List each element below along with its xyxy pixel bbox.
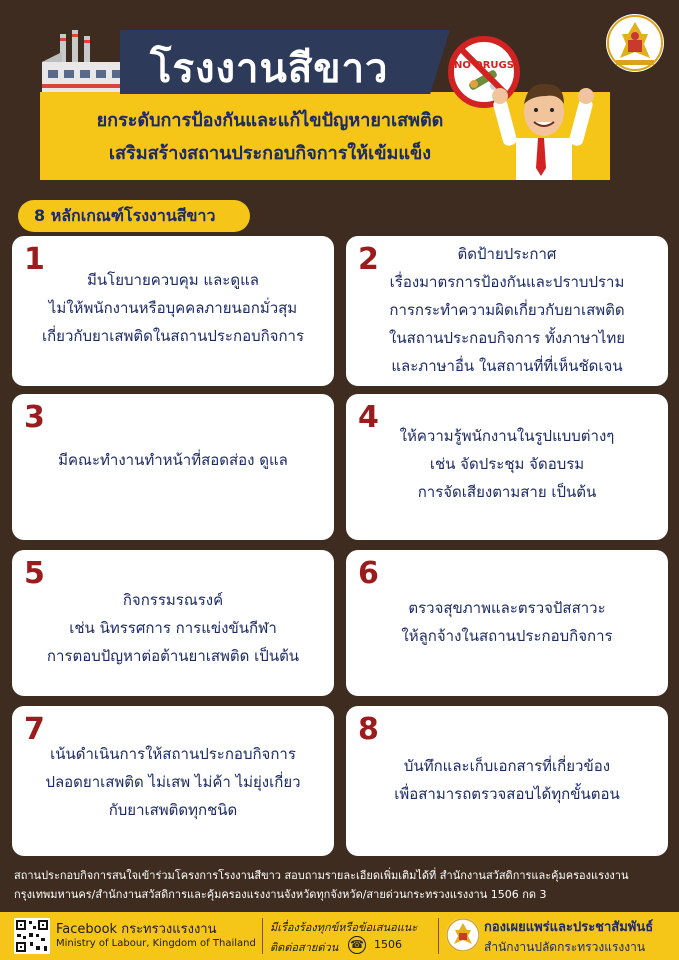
subtitle — [60, 104, 480, 170]
criterion-card-3 — [12, 394, 334, 540]
criterion-number: 7 — [24, 712, 45, 747]
subtitle-line-1: ยกระดับการป้องกันและแก้ไขปัญหายาเสพติด — [96, 110, 444, 131]
hotline-number[interactable]: 1506 — [374, 938, 402, 951]
ministry-emblem — [606, 14, 664, 72]
facebook-link[interactable]: Facebook กระทรวงแรงงาน — [56, 922, 217, 937]
criterion-number: 2 — [358, 242, 379, 277]
criterion-number: 4 — [358, 400, 379, 435]
criterion-text: บันทึกและเก็บเอกสารที่เกี่ยวข้อง เพื่อสามารถตรวจสอบได้ทุกขั้นตอน — [394, 757, 620, 803]
criterion-card-5 — [12, 550, 334, 696]
criterion-card-7 — [12, 706, 334, 856]
section-label: 8 หลักเกณฑ์โรงงานสีขาว — [18, 200, 250, 232]
header — [0, 0, 679, 205]
criterion-card-6 — [346, 550, 668, 696]
criterion-text: เน้นดำเนินการให้สถานประกอบกิจการ ปลอดยาเสพติด ไม่เสพ ไม่ค้า ไม่ยุ่งเกี่ยว กับยาเสพติดทุกชนิด — [45, 745, 301, 819]
page-title: โรงงานสีขาว — [150, 46, 389, 92]
criterion-text: กิจกรรมรณรงค์ เช่น นิทรรศการ การแข่งขันกีฬา การตอบปัญหาต่อต้านยาเสพติด เป็นต้น — [46, 591, 300, 665]
criterion-card-4 — [346, 394, 668, 540]
criterion-text: ตรวจสุขภาพและตรวจปัสสาวะ ให้ลูกจ้างในสถานประกอบกิจการ — [401, 599, 613, 645]
complaint-text: มีเรื่องร้องทุกข์หรือข้อเสนอแนะ — [270, 921, 418, 934]
criterion-text: มีคณะทำงานทำหน้าที่สอดส่อง ดูแล — [58, 451, 288, 469]
qr-code[interactable] — [14, 918, 50, 954]
criterion-card-2 — [346, 236, 668, 386]
criterion-card-8 — [346, 706, 668, 856]
criterion-number: 8 — [358, 712, 379, 747]
office-name: สำนักงานปลัดกระทรวงแรงงาน — [484, 940, 646, 954]
criterion-text: ติดป้ายประกาศ เรื่องมาตรการป้องกันและปราบปราม การกระทำความผิดเกี่ยวกับยาเสพติด ในสถานประกอบกิจการ ทั้งภาษาไทย และภาษาอื่น ในสถานที่ที่เห็นชัดเจน — [389, 245, 625, 375]
factory-icon — [38, 28, 134, 94]
criterion-number: 1 — [24, 242, 45, 277]
criterion-text: มีนโยบายควบคุม และดูแล ไม่ให้พนักงานหรือบุคคลภายนอกมั่วสุม เกี่ยวกับยาเสพติดในสถานประกอบกิจการ — [41, 271, 305, 345]
no-drugs-label: NO DRUGS — [454, 60, 514, 71]
criterion-text: ให้ความรู้พนักงานในรูปแบบต่างๆ เช่น จัดประชุม จัดอบรม การจัดเสียงตามสาย เป็นต้น — [399, 427, 615, 501]
hotline-label: ติดต่อสายด่วน — [270, 941, 339, 954]
ministry-emblem-small — [446, 918, 480, 952]
footer-bar — [0, 912, 679, 960]
footer-note: สถานประกอบกิจการสนใจเข้าร่วมโครงการโรงงานสีขาว สอบถามรายละเอียดเพิ่มเติมได้ที่ สำนักงานสวัสดิการและคุ้มครองแรงงานกรุงเทพมหานคร/สำนักงานสวัสดิการและคุ้มครองแรงงานจังหวัดทุกจังหวัด/สายด่วนกระทรวงแรงงาน 1506 กด 3 — [14, 869, 629, 901]
ministry-name-en: Ministry of Labour, Kingdom of Thailand — [56, 938, 256, 949]
subtitle-line-2: เสริมสร้างสถานประกอบกิจการให้เข้มแข็ง — [108, 143, 432, 164]
phone-icon: ☎ — [348, 936, 366, 954]
criterion-number: 5 — [24, 556, 45, 591]
criterion-number: 6 — [358, 556, 379, 591]
divider — [262, 918, 263, 954]
criterion-card-1 — [12, 236, 334, 386]
department-name: กองเผยแพร่และประชาสัมพันธ์ — [484, 920, 654, 935]
divider — [438, 918, 439, 954]
businessman-illustration — [488, 68, 598, 180]
criterion-number: 3 — [24, 400, 45, 435]
